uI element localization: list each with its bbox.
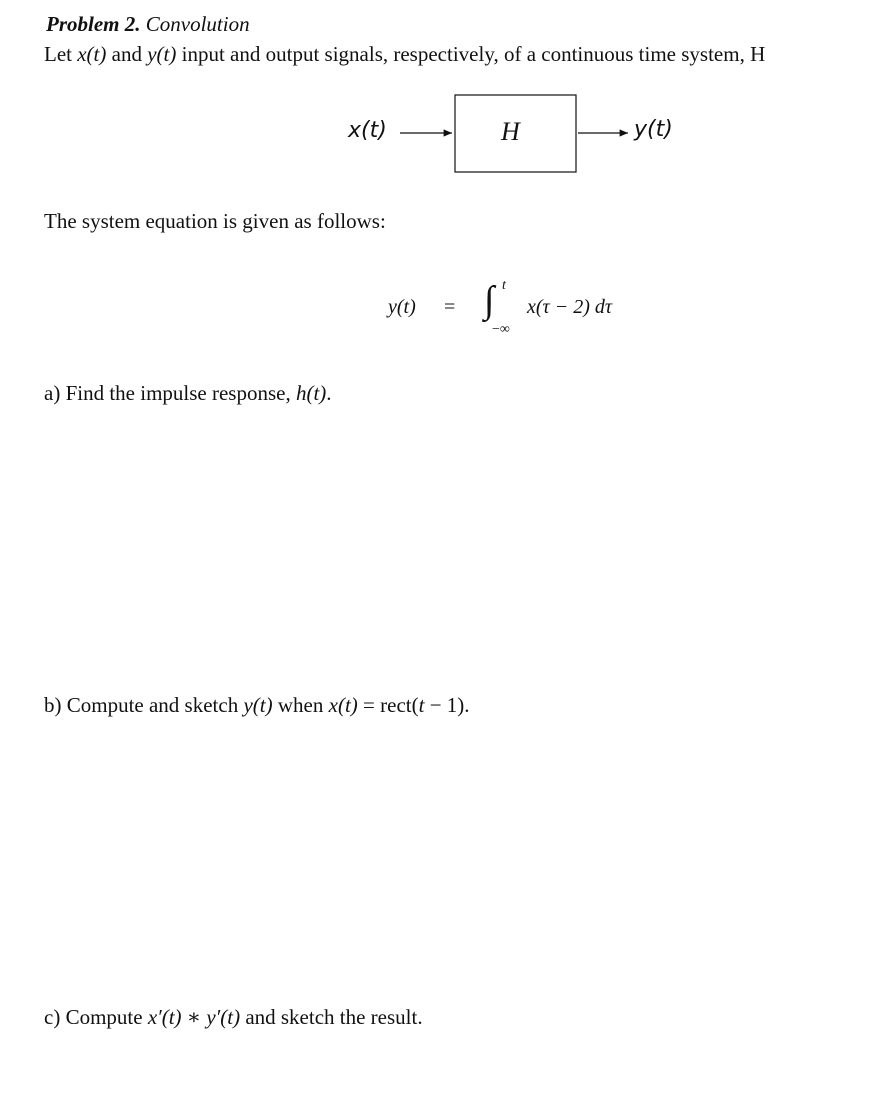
question-a-suffix: .	[326, 381, 332, 405]
intro-sentence	[44, 42, 765, 67]
problem-number: Problem 2.	[46, 12, 141, 36]
question-a-text: a) Find the impulse response,	[44, 381, 296, 405]
question-a	[44, 381, 332, 406]
question-b-math-t: t	[418, 693, 425, 717]
question-b	[44, 693, 470, 718]
diagram-output-label: y(t)	[634, 117, 673, 142]
integral-upper-limit: t	[502, 278, 506, 293]
system-equation	[380, 276, 660, 346]
question-c	[44, 1005, 423, 1030]
integral-sign: ∫	[484, 279, 495, 321]
problem-topic: Convolution	[145, 12, 250, 36]
question-b-suffix: − 1).	[424, 693, 470, 717]
intro-let: Let	[44, 42, 78, 66]
equation-integrand: x(τ − 2) dτ	[527, 296, 613, 318]
question-b-rect: = rect(	[357, 693, 419, 717]
question-b-math-y: y(t)	[243, 693, 273, 717]
equation-intro: The system equation is given as follows:	[44, 209, 386, 233]
system-block-diagram	[330, 88, 710, 183]
intro-rest: input and output signals, respectively, of a continuous time system, H	[176, 42, 766, 66]
equation-lhs: y(t)	[388, 296, 416, 318]
question-c-text: c) Compute	[44, 1005, 148, 1029]
question-c-math: x′(t) ∗ y′(t)	[147, 1005, 241, 1029]
intro-y-signal: y(t)	[147, 42, 177, 66]
question-c-suffix: and sketch the result.	[240, 1005, 423, 1029]
intro-and: and	[106, 42, 148, 66]
diagram-input-label: x(t)	[348, 118, 387, 143]
problem-heading	[46, 12, 250, 37]
question-b-text: b) Compute and sketch	[44, 693, 244, 717]
equation-equals: =	[444, 296, 456, 318]
diagram-system-label: H	[501, 117, 520, 146]
intro-x-signal: x(t)	[77, 42, 107, 66]
integral-lower-limit: −∞	[492, 322, 510, 337]
question-b-math-x: x(t)	[328, 693, 358, 717]
question-b-when: when	[272, 693, 329, 717]
question-a-math: h(t)	[295, 381, 327, 405]
